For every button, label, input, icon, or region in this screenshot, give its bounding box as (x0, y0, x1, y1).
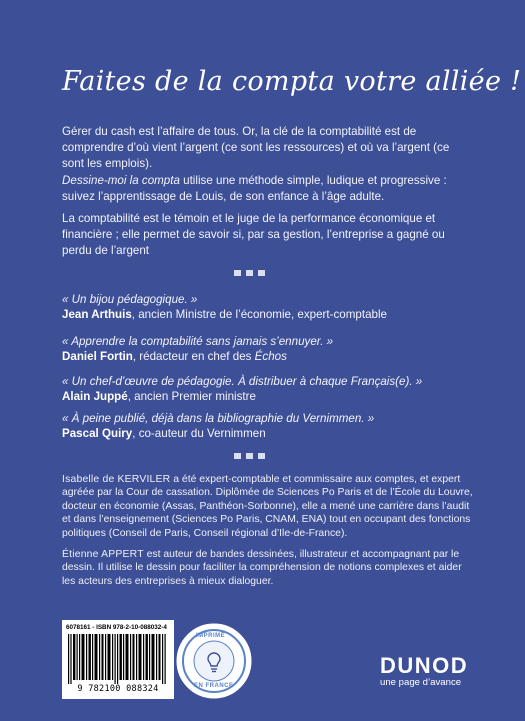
quote-author: Pascal Quiry (62, 427, 133, 440)
intro-paragraph-2: Dessine-moi la compta utilise une méthode simple, ludique et progressive : suivez l’apprentissage de Louis, de son enfance à l’âge adulte. (62, 174, 447, 204)
badge-bottom-text: EN FRANCE (194, 683, 234, 689)
quote-author: Jean Arthuis (62, 308, 132, 321)
imprime-en-france-badge (175, 622, 253, 700)
quote-author: Daniel Fortin (62, 350, 133, 363)
publisher-tagline: une page d’avance (380, 677, 462, 688)
barcode-bars (68, 634, 168, 684)
separator-dots (234, 453, 265, 459)
bio-author: Isabelle de KERVILER a été expert-comptable et commissaire aux comptes, et expert agréée par la Cour de cassation. Diplômée de Sciences Po Paris et de l’École du Louvre, docteur en économie (Assas, Panthéon-Sorbonne), elle a mené une carrière dans l’audit et dans l’enseignement (Sciences Po Paris, CNAM, ENA) tout en occupant des fonctions politiques (Conseil de Paris, Conseil régional d’Ile-de-France). (62, 474, 473, 539)
publisher-name: DUNOD (380, 653, 469, 678)
quote-4: « À peine publié, déjà dans la bibliographie du Vernimmen. » Pascal Quiry, co-auteur du Vernimmen (62, 412, 375, 440)
headline: Faites de la compta votre alliée ! (62, 66, 522, 97)
badge-top-text: IMPRIMÉ (196, 633, 226, 639)
barcode (62, 620, 174, 699)
quote-3: « Un chef-d’œuvre de pédagogie. À distribuer à chaque Français(e). » Alain Juppé, ancien Premier ministre (62, 375, 423, 403)
quote-author: Alain Juppé (62, 390, 128, 403)
quote-2: « Apprendre la comptabilité sans jamais s’ennuyer. » Daniel Fortin, rédacteur en chef des Échos (62, 335, 334, 363)
illustrator-name: Étienne APPERT (62, 549, 144, 560)
intro-paragraph-3: La comptabilité est le témoin et le juge de la performance économique et financière ; elle permet de savoir si, par sa gestion, l’entreprise a gagné ou perdu de l’argent (62, 212, 445, 258)
publisher-logo (380, 653, 468, 688)
quote-1: « Un bijou pédagogique. » Jean Arthuis, ancien Ministre de l’économie, expert-comptable (62, 293, 387, 321)
barcode-digits: 9 782100 088324 (77, 684, 159, 694)
separator-dots (234, 270, 265, 276)
bio-illustrator: Étienne APPERT est auteur de bandes dessinées, illustrateur et accompagnant par le dessin. Il utilise le dessin pour faciliter la compréhension de notions complexes et aider les acteurs des entreprises à mieux dialoguer. (62, 549, 462, 587)
isbn-label: 6078161 - ISBN 978-2-10-088032-4 (66, 624, 167, 631)
intro-paragraph-1: Gérer du cash est l’affaire de tous. Or, la clé de la comptabilité est de comprendre d’où vient l’argent (ce sont les ressources) et où va l’argent (ce sont les emplois). (62, 125, 450, 171)
author-name: Isabelle de KERVILER (62, 474, 171, 485)
book-title: Dessine-moi la compta (62, 174, 180, 187)
